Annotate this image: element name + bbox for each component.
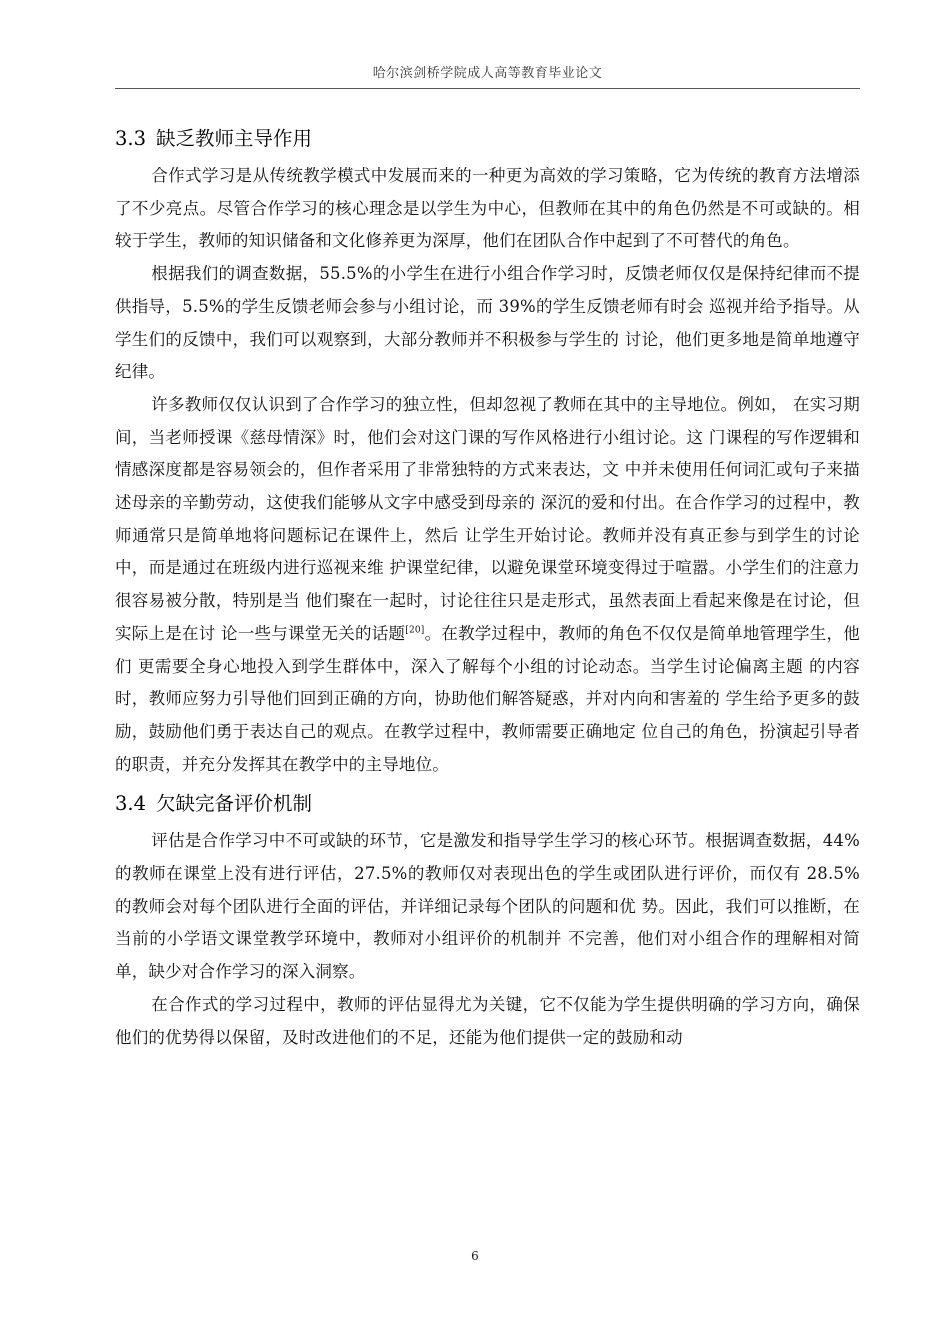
section-title: 缺乏教师主导作用	[156, 127, 313, 150]
paragraph-text: 许多教师仅仅认识到了合作学习的独立性，但却忽视了教师在其中的主导地位。例如， 在实习期间，当老师授课《慈母情深》时，他们会对这门课的写作风格进行小组讨论。这 门课程的写作逻辑和情感深度都是容易领会的，但作者采用了非常独特的方式来表达，文 中并未使用任何词汇或句子来描述母亲的辛勤劳动，这使我们能够从文字中感受到母亲的 深沉的爱和付出。在合作学习的过程中，教师通常只是简单地将问题标记在课件上，然后 让学生开始讨论。教师并没有真正参与到学生的讨论中，而是通过在班级内进行巡视来维 护课堂纪律，以避免课堂环境变得过于喧嚣。小学生们的注意力很容易被分散，特别是当 他们聚在一起时，讨论往往只是走形式，虽然表面上看起来像是在讨论，但实际上是在讨 论一些与课堂无关的话题	[115, 394, 860, 643]
paragraph-text: 。在教学过程中，教师的角色不仅仅是简单地管理学生，他们 更需要全身心地投入到学生群体中，深入了解每个小组的讨论动态。当学生讨论偏离主题 的内容时，教师应努力引导他们回到正确的方向，协助他们解答疑惑，并对内向和害羞的 学生给予更多的鼓励，鼓励他们勇于表达自己的观点。在教学过程中，教师需要正确地定 位自己的角色，扮演起引导者的职责，并充分发挥其在教学中的主导地位。	[115, 623, 860, 774]
paragraph: 合作式学习是从传统教学模式中发展而来的一种更为高效的学习策略，它为传统的教育方法增添了不少亮点。尽管合作学习的核心理念是以学生为中心，但教师在其中的角色仍然是不可或缺的。相较于学生，教师的知识储备和文化修养更为深厚，他们在团队合作中起到了不可替代的角色。	[115, 166, 860, 251]
paragraph: 在合作式的学习过程中，教师的评估显得尤为关键，它不仅能为学生提供明确的学习方向，确保他们的优势得以保留，及时改进他们的不足，还能为他们提供一定的鼓励和动	[115, 994, 860, 1047]
section-number: 3.3	[115, 127, 147, 150]
section-title: 欠缺完备评价机制	[156, 792, 313, 816]
citation-marker: [20]	[405, 625, 425, 636]
paragraph: 根据我们的调查数据，55.5%的小学生在进行小组合作学习时，反馈老师仅仅是保持纪律而不提供指导，5.5%的学生反馈老师会参与小组讨论，而 39%的学生反馈老师有时会 巡视并给予指导。从学生们的反馈中，我们可以观察到，大部分教师并不积极参与学生的 讨论，他们更多地是简单地遵守纪律。	[115, 264, 860, 382]
header-divider	[115, 88, 860, 89]
section-number: 3.4	[115, 792, 147, 816]
section-heading-3-3	[115, 118, 860, 160]
running-header: 哈尔滨剑桥学院成人高等教育毕业论文	[372, 66, 603, 81]
page-body	[115, 118, 860, 1054]
paragraph-with-citation	[115, 389, 860, 781]
section-heading-3-4	[115, 783, 860, 825]
page-number: 6	[471, 1249, 479, 1263]
paragraph: 评估是合作学习中不可或缺的环节，它是激发和指导学生学习的核心环节。根据调查数据，44%的教师在课堂上没有进行评估，27.5%的教师仅对表现出色的学生或团队进行评价，而仅有 28.5%的教师会对每个团队进行全面的评估，并详细记录每个团队的问题和优 势。因此，我们可以推断，在当前的小学语文课堂教学环境中，教师对小组评价的机制并 不完善，他们对小组合作的理解相对简单，缺少对合作学习的深入洞察。	[115, 831, 860, 982]
